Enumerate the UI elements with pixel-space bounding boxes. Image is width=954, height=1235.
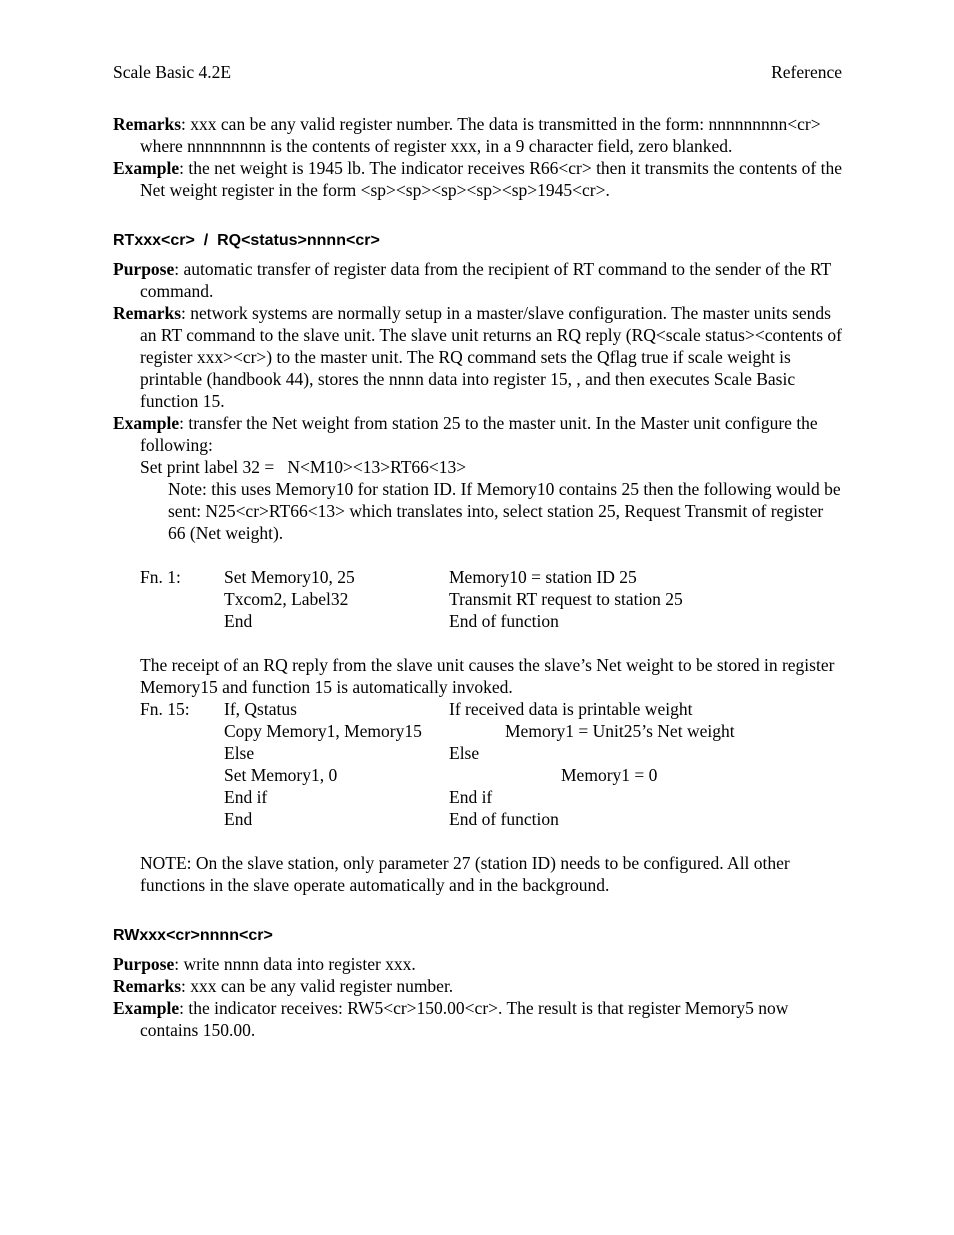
function-number: Fn. 15: [140,699,190,719]
spacer [113,830,842,852]
example-label: Example [113,413,180,433]
rw-example [113,997,842,1041]
function-row [113,588,842,610]
example-text: : the net weight is 1945 lb. The indicator receives R66<cr> then it transmits the contents of the Net weight register in the form <sp><sp><sp><sp><sp>1945<cr>. [140,158,842,200]
remarks-text: : network systems are normally setup in a master/slave configuration. The master units sends an RT command to the slave unit. The slave unit returns an RQ reply (RQ<scale status><contents of register xxx><cr>) to the master unit. The RQ command sets the Qflag true if scale weight is printable (handbook 44), stores the nnnn data into register 15, , and then executes Scale Basic function 15. [140,303,842,411]
function-description: Memory10 = station ID 25 [449,567,637,587]
rt-set-label: Set print label 32 = N<M10><13>RT66<13> [140,457,467,477]
rt-example [113,412,842,456]
intro-section [113,113,842,201]
rt-heading: RTxxx<cr> / RQ<status>nnnn<cr> [113,232,380,249]
function-code: Copy Memory1, Memory15 [224,721,422,741]
purpose-text: : automatic transfer of register data from the recipient of RT command to the sender of the RT command. [140,259,831,301]
function-code: Else [224,743,255,763]
function-row [113,786,842,808]
remarks-text: : xxx can be any valid register number. [181,976,454,996]
function-row [113,808,842,830]
function-number: Fn. 1: [140,567,181,587]
function-row [113,566,842,588]
example-label: Example [113,158,180,178]
function-code: Set Memory10, 25 [224,567,355,587]
spacer [113,632,842,654]
function-description: Memory1 = 0 [561,765,658,785]
function-row [113,742,842,764]
function-description: Memory1 = Unit25’s Net weight [505,721,735,741]
function-code: End if [224,787,268,807]
intro-example [113,157,842,201]
rt-note2: NOTE: On the slave station, only parameter 27 (station ID) needs to be configured. All other functions in the slave operate automatically and in the background. [140,853,790,895]
purpose-text: : write nnnn data into register xxx. [174,954,416,974]
function-code: End [224,809,253,829]
remarks-label: Remarks [113,303,182,323]
function-code: Set Memory1, 0 [224,765,338,785]
remarks-label: Remarks [113,114,182,134]
example-text: : the indicator receives: RW5<cr>150.00<cr>. The result is that register Memory5 now contains 150.00. [140,998,789,1040]
header-right: Reference [771,62,842,82]
example-text: : transfer the Net weight from station 25 to the master unit. In the Master unit configure the following: [140,413,818,455]
rt-receipt-text: The receipt of an RQ reply from the slave unit causes the slave’s Net weight to be stored in register Memory15 and function 15 is automatically invoked. [140,655,835,697]
rt-note: Note: this uses Memory10 for station ID. If Memory10 contains 25 then the following would be sent: N25<cr>RT66<13> which translates into, select station 25, Request Transmit of register 66 (Net weight). [168,479,841,543]
rt-section [113,230,842,896]
rw-remarks [113,975,842,997]
header-left: Scale Basic 4.2E [113,62,232,82]
example-label: Example [113,998,180,1018]
rt-remarks [113,302,842,412]
spacer [113,544,842,566]
function-description: If received data is printable weight [449,699,693,719]
function-row [113,698,842,720]
rw-section [113,925,842,1041]
fn1-table [113,566,842,632]
remarks-label: Remarks [113,976,182,996]
page-header [113,61,842,83]
function-description: End if [449,787,493,807]
function-code: Txcom2, Label32 [224,589,349,609]
fn15-table [113,698,842,830]
purpose-label: Purpose [113,954,175,974]
function-row [113,720,842,742]
rw-purpose [113,953,842,975]
document-page [113,61,842,1041]
function-description: Transmit RT request to station 25 [449,589,683,609]
function-description: End of function [449,611,559,631]
rt-purpose [113,258,842,302]
function-code: End [224,611,253,631]
function-description: Else [449,743,480,763]
remarks-text: : xxx can be any valid register number. The data is transmitted in the form: nnnnnnnnn<cr> where nnnnnnnnn is the contents of register xxx, in a 9 character field, zero blanked. [140,114,821,156]
rw-heading: RWxxx<cr>nnnn<cr> [113,927,273,944]
function-row [113,610,842,632]
function-code: If, Qstatus [224,699,297,719]
function-description: End of function [449,809,559,829]
purpose-label: Purpose [113,259,175,279]
intro-remarks [113,113,842,157]
function-row [113,764,842,786]
